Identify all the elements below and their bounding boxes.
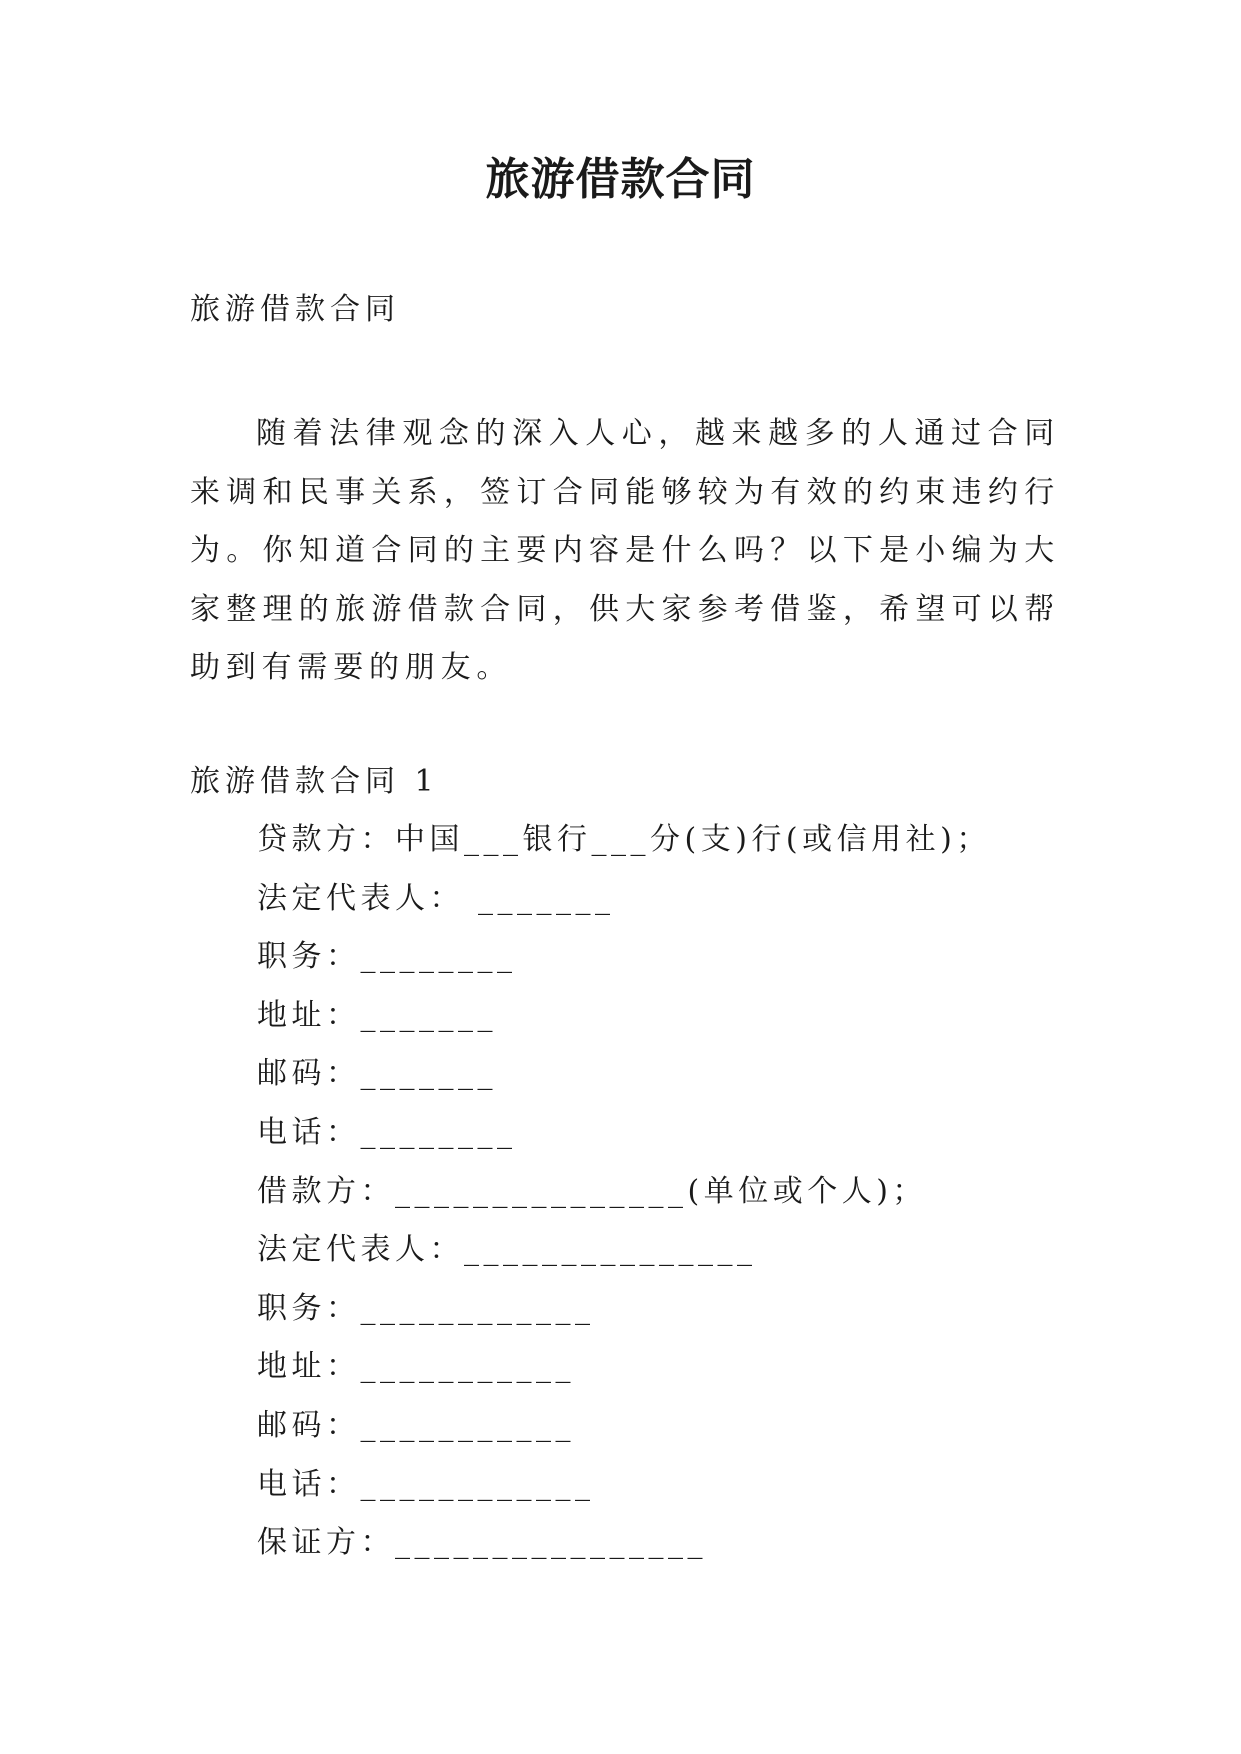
- guarantor-field: 保证方：________________: [257, 1525, 707, 1561]
- borrower-representative-field: 法定代表人：_______________: [257, 1232, 757, 1268]
- lender-representative-field: 法定代表人： _______: [257, 880, 615, 916]
- borrower-phone-field: 电话：____________: [257, 1466, 595, 1502]
- borrower-position-field: 职务：____________: [257, 1290, 595, 1326]
- intro-paragraph: 随着法律观念的深入人心，越来越多的人通过合同来调和民事关系，签订合同能够较为有效的约束违约行为。你知道合同的主要内容是什么吗？以下是小编为大家整理的旅游借款合同，供大家参考借鉴，希望可以帮助到有需要的朋友。: [190, 416, 1060, 685]
- borrower-address-field: 地址：___________: [257, 1349, 575, 1385]
- contract-fields: [257, 818, 991, 1580]
- lender-address-field: 地址：_______: [257, 997, 497, 1033]
- lender-phone-field: 电话：________: [257, 1114, 517, 1150]
- borrower-field: 借款方：_______________(单位或个人)；: [257, 1173, 927, 1209]
- document-subtitle: 旅游借款合同: [190, 292, 400, 327]
- document-title: 旅游借款合同: [485, 154, 756, 205]
- lender-field: 贷款方：中国___银行___分(支)行(或信用社)；: [257, 822, 991, 857]
- lender-position-field: 职务：________: [257, 939, 517, 975]
- borrower-postcode-field: 邮码：___________: [257, 1407, 575, 1443]
- section-heading: 旅游借款合同 1: [190, 764, 439, 799]
- lender-postcode-field: 邮码：_______: [257, 1056, 497, 1092]
